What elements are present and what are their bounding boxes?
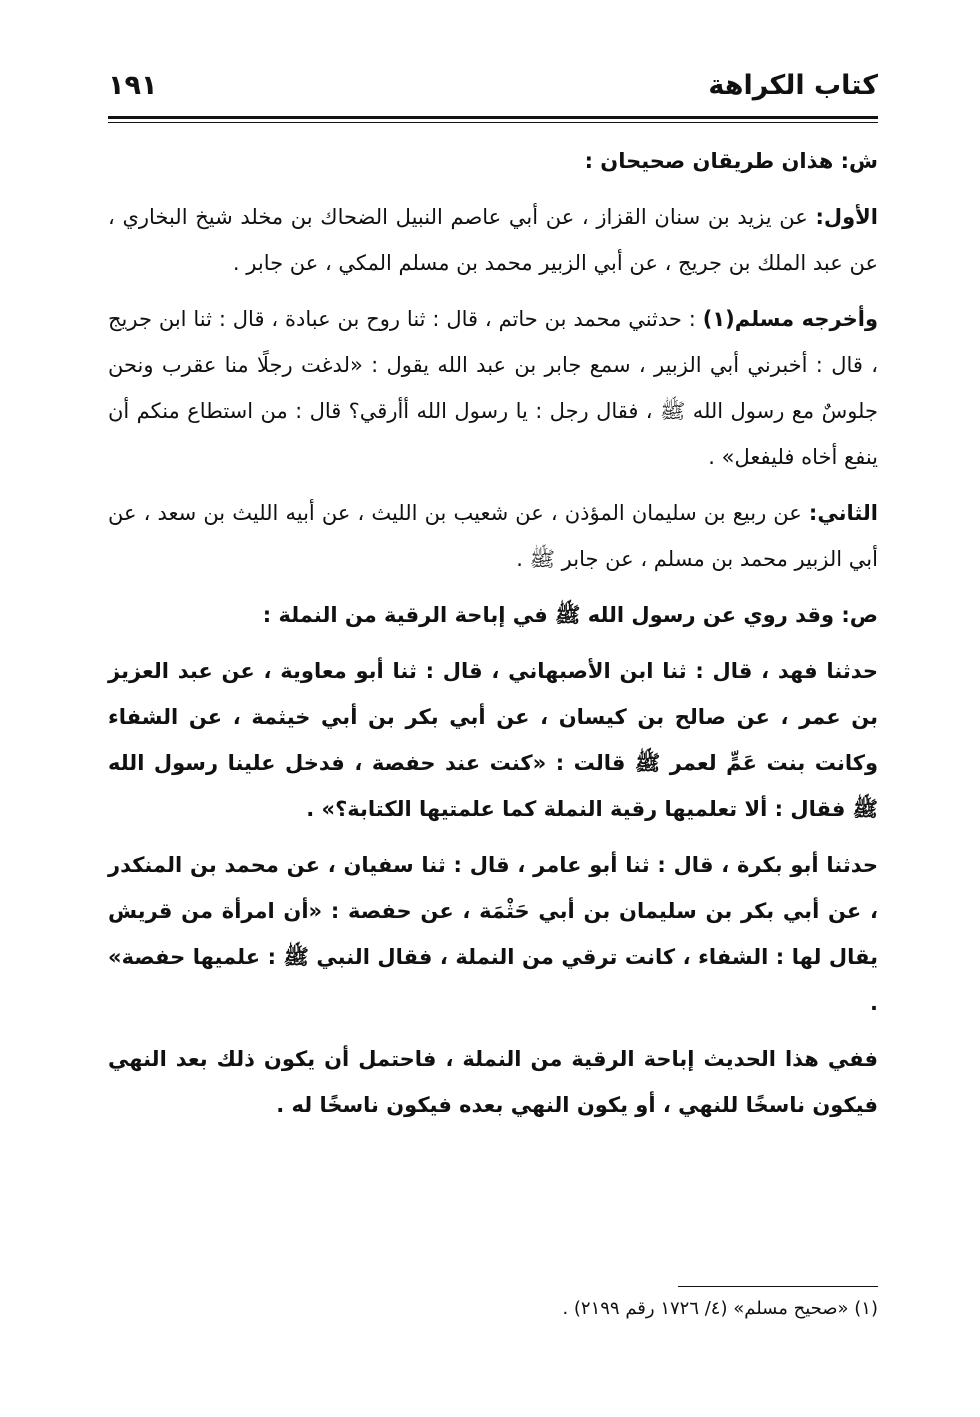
paragraph-muslim xyxy=(108,296,878,480)
paragraph-lead: الأول: xyxy=(815,205,878,229)
chapter-title: كتاب الكراهة xyxy=(708,70,878,101)
paragraph-second-chain xyxy=(108,490,878,582)
paragraph-lead: ش: هذان طريقان صحيحان : xyxy=(584,149,878,173)
paragraph-body: ففي هذا الحديث إباحة الرقية من النملة ، فاحتمل أن يكون ذلك بعد النهي فيكون ناسخًا للنهي ، أو يكون النهي بعده فيكون ناسخًا له . xyxy=(108,1047,878,1117)
paragraph-first-chain xyxy=(108,194,878,286)
paragraph-hadith-fahd xyxy=(108,648,878,832)
header-rule-thick xyxy=(108,116,878,119)
footnote: (١) «صحيح مسلم» (٤/ ١٧٢٦ رقم ٢١٩٩) . xyxy=(562,1298,878,1319)
header-rule-thin xyxy=(108,122,878,123)
paragraph-body: عن يزيد بن سنان القزاز ، عن أبي عاصم النبيل الضحاك بن مخلد شيخ البخاري ، عن عبد الملك بن جريج ، عن أبي الزبير محمد بن مسلم المكي ، عن جابر . xyxy=(108,205,878,275)
paragraph-lead: الثاني: xyxy=(808,501,878,525)
paragraph-lead: وأخرجه مسلم(١) xyxy=(702,307,878,331)
paragraph-conclusion xyxy=(108,1036,878,1128)
paragraph-sad-intro xyxy=(108,592,878,638)
page-header xyxy=(108,62,878,114)
paragraph-sharh-intro xyxy=(108,138,878,184)
page-number: ١٩١ xyxy=(108,70,158,101)
paragraph-body: عن ربيع بن سليمان المؤذن ، عن شعيب بن الليث ، عن أبيه الليث بن سعد ، عن أبي الزبير محمد بن مسلم ، عن جابر ﷺ . xyxy=(108,501,878,571)
footnote-rule xyxy=(678,1286,878,1287)
paragraph-body: : حدثني محمد بن حاتم ، قال : ثنا روح بن عبادة ، قال : ثنا ابن جريج ، قال : أخبرني أبي الزبير ، سمع جابر بن عبد الله يقول : «لدغت رجلًا منا عقرب ونحن جلوسٌ مع رسول الله ﷺ ، فقال رجل : يا رسول الله أأرقي؟ قال : من استطاع منكم أن ينفع أخاه فليفعل» . xyxy=(108,307,878,469)
paragraph-lead: ص: وقد روي عن رسول الله ﷺ في إباحة الرقية من النملة : xyxy=(262,603,878,627)
paragraph-hadith-abu-bakra xyxy=(108,842,878,1026)
paragraph-body: حدثنا أبو بكرة ، قال : ثنا أبو عامر ، قال : ثنا سفيان ، عن محمد بن المنكدر ، عن أبي بكر بن سليمان بن أبي حَثْمَة ، عن حفصة : «أن امرأة من قريش يقال لها : الشفاء ، كانت ترقي من النملة ، فقال النبي ﷺ : علميها حفصة» . xyxy=(108,853,878,1015)
paragraph-body: حدثنا فهد ، قال : ثنا ابن الأصبهاني ، قال : ثنا أبو معاوية ، عن عبد العزيز بن عمر ، عن صالح بن كيسان ، عن أبي بكر بن أبي خيثمة ، عن الشفاء وكانت بنت عَمٍّ لعمر ﷺ قالت : «كنت عند حفصة ، فدخل علينا رسول الله ﷺ فقال : ألا تعلميها رقية النملة كما علمتيها الكتابة؟» . xyxy=(108,659,878,821)
main-text xyxy=(108,138,878,1138)
